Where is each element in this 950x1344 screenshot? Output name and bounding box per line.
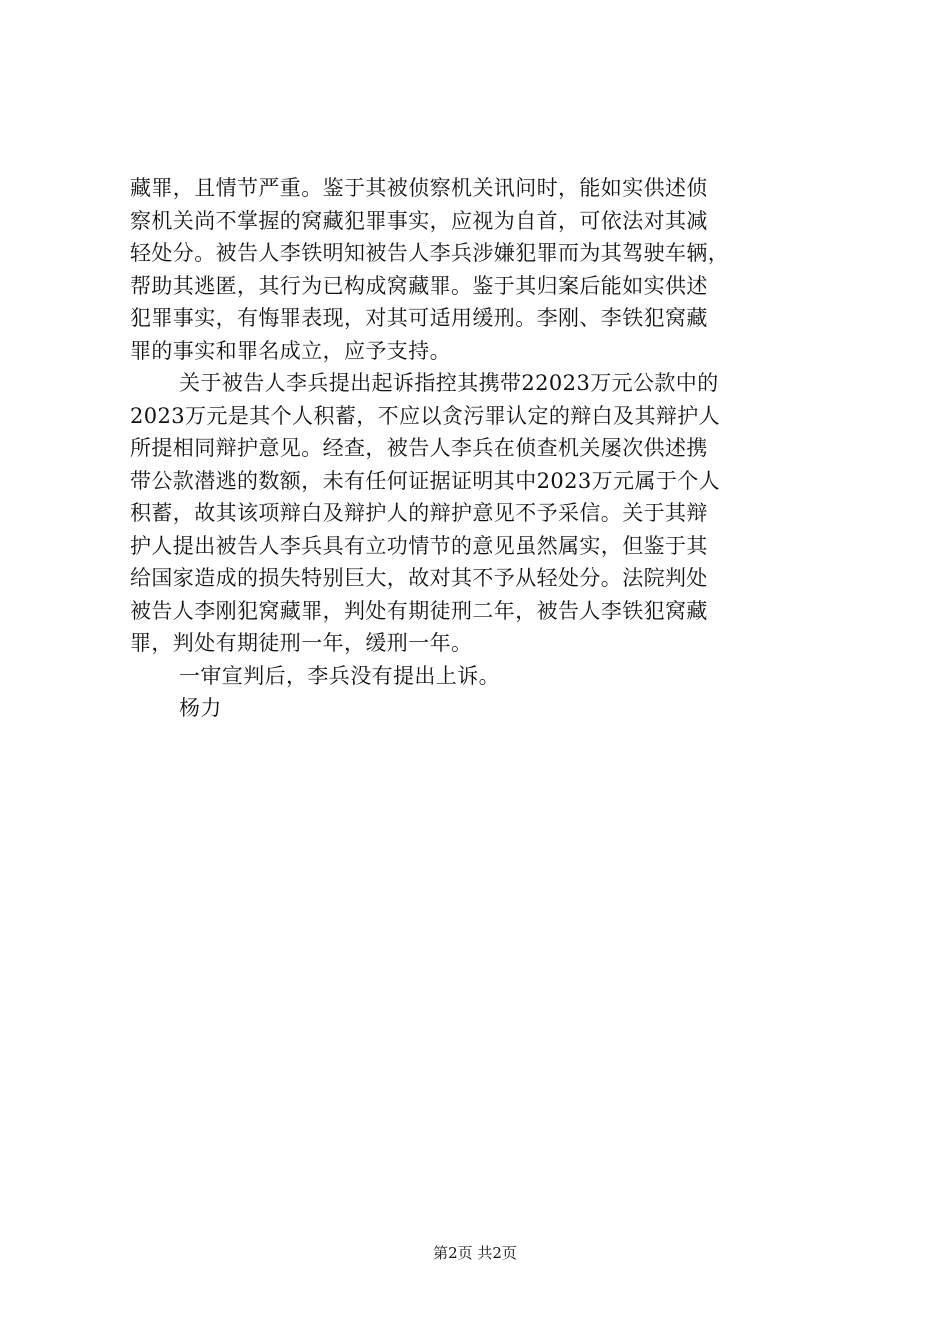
text-line: 被告人李刚犯窝藏罪，判处有期徒刑二年，被告人李铁犯窝藏 [130,598,708,623]
text-line: 帮助其逃匿，其行为已构成窝藏罪。鉴于其归案后能如实供述 [130,273,708,298]
text-line: 护人提出被告人李兵具有立功情节的意见虽然属实，但鉴于其 [130,533,708,558]
text-line: 罪，判处有期徒刑一年，缓刑一年。 [130,631,473,655]
text-line: 2023万元是其个人积蓄，不应以贪污罪认定的辩白及其辩护人 [130,403,721,428]
text-line: 轻处分。被告人李铁明知被告人李兵涉嫌犯罪而为其驾驶车辆， [130,241,730,265]
document-body [130,172,830,725]
text-line: 罪的事实和罪名成立，应予支持。 [130,338,451,363]
text-line: 一审宣判后，李兵没有提出上诉。 [179,663,500,688]
author-name: 杨力 [179,696,222,720]
text-line: 积蓄，故其该项辩白及辩护人的辩护意见不予采信。关于其辩 [130,501,708,525]
text-line: 察机关尚不掌握的窝藏犯罪事实，应视为自首，可依法对其减 [130,208,708,233]
page-number-footer: 第2页 共2页 [433,1244,517,1262]
text-line: 带公款潜逃的数额，未有任何证据证明其中2023万元属于个人 [130,468,721,493]
text-line: 关于被告人李兵提出起诉指控其携带22023万元公款中的 [179,371,719,395]
text-line: 藏罪，且情节严重。鉴于其被侦察机关讯问时，能如实供述侦 [130,176,708,200]
text-line: 给国家造成的损失特别巨大，故对其不予从轻处分。法院判处 [130,566,708,590]
text-line: 所提相同辩护意见。经查，被告人李兵在侦查机关屡次供述携 [130,436,708,460]
text-line: 犯罪事实，有悔罪表现，对其可适用缓刑。李刚、李铁犯窝藏 [130,306,708,330]
